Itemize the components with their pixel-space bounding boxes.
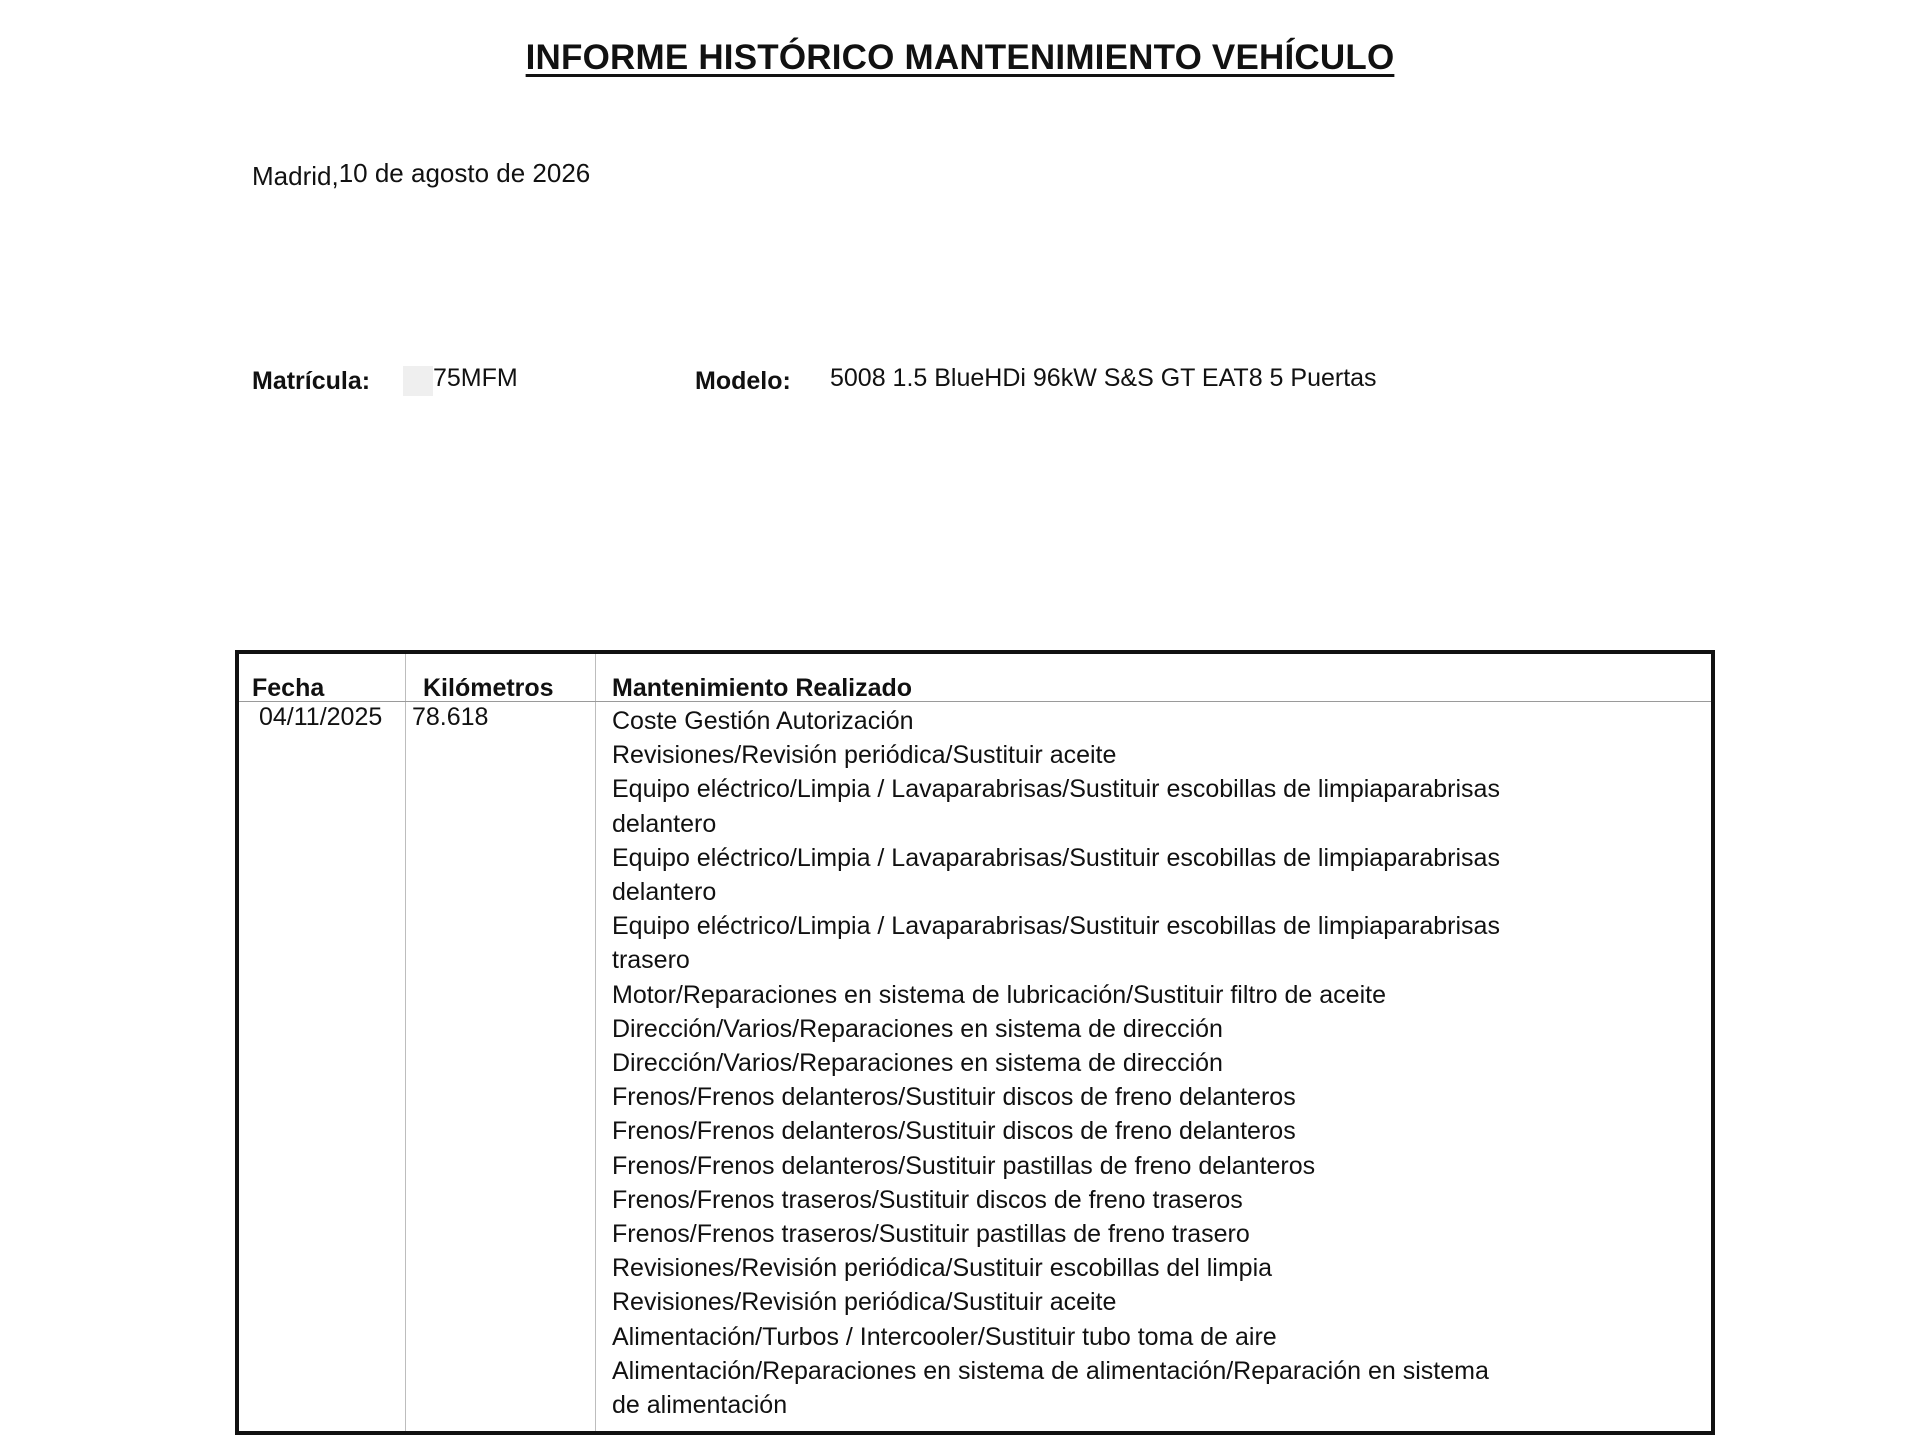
maintenance-line: Equipo eléctrico/Limpia / Lavaparabrisas/Sustituir escobillas de limpiaparabrisas	[612, 843, 1500, 872]
maintenance-line: delantero	[612, 809, 717, 838]
place-date	[252, 158, 590, 189]
maintenance-line: Frenos/Frenos traseros/Sustituir pastillas de freno trasero	[612, 1220, 1250, 1249]
maintenance-line: Frenos/Frenos delanteros/Sustituir discos de freno delanteros	[612, 1117, 1296, 1146]
maintenance-line: trasero	[612, 946, 690, 975]
maintenance-line: Frenos/Frenos delanteros/Sustituir discos de freno delanteros	[612, 1083, 1296, 1112]
cell-kilometros: 78.618	[412, 703, 489, 731]
maintenance-table	[235, 650, 1715, 1435]
header-mantenimiento: Mantenimiento Realizado	[612, 674, 913, 702]
maintenance-line: Coste Gestión Autorización	[612, 707, 914, 735]
maintenance-line: Equipo eléctrico/Limpia / Lavaparabrisas/Sustituir escobillas de limpiaparabrisas	[612, 775, 1500, 804]
header-fecha: Fecha	[252, 674, 325, 702]
maintenance-line: Dirección/Varios/Reparaciones en sistema de dirección	[612, 1014, 1223, 1043]
report-title: INFORME HISTÓRICO MANTENIMIENTO VEHÍCULO	[525, 38, 1395, 77]
plate-redaction	[403, 366, 433, 396]
maintenance-line: Revisiones/Revisión periódica/Sustituir escobillas del limpia	[612, 1254, 1273, 1283]
plate-label: Matrícula:	[252, 367, 371, 395]
column-divider-2	[595, 654, 596, 1431]
model-value: 5008 1.5 BlueHDi 96kW S&S GT EAT8 5 Puertas	[830, 364, 1377, 392]
maintenance-list	[612, 704, 1532, 1422]
column-divider-1	[405, 654, 406, 1431]
maintenance-line: Alimentación/Reparaciones en sistema de alimentación/Reparación en sistema	[612, 1356, 1489, 1385]
model-label: Modelo:	[695, 367, 791, 395]
header-kilometros: Kilómetros	[423, 674, 554, 702]
maintenance-line: Dirección/Varios/Reparaciones en sistema de dirección	[612, 1049, 1223, 1078]
maintenance-line: Frenos/Frenos delanteros/Sustituir pastillas de freno delanteros	[612, 1151, 1316, 1180]
maintenance-line: Motor/Reparaciones en sistema de lubricación/Sustituir filtro de aceite	[612, 980, 1386, 1009]
maintenance-line: Frenos/Frenos traseros/Sustituir discos de freno traseros	[612, 1185, 1243, 1214]
plate-value: 75MFM	[433, 364, 518, 392]
maintenance-line: Revisiones/Revisión periódica/Sustituir aceite	[612, 741, 1117, 770]
maintenance-line: Equipo eléctrico/Limpia / Lavaparabrisas/Sustituir escobillas de limpiaparabrisas	[612, 912, 1500, 941]
city: Madrid,	[252, 161, 339, 191]
maintenance-line: de alimentación	[612, 1391, 788, 1420]
maintenance-line: Revisiones/Revisión periódica/Sustituir aceite	[612, 1288, 1117, 1317]
cell-fecha: 04/11/2025	[259, 703, 383, 731]
maintenance-line: Alimentación/Turbos / Intercooler/Sustituir tubo toma de aire	[612, 1322, 1277, 1351]
maintenance-line: delantero	[612, 878, 717, 907]
report-date: 10 de agosto de 2026	[338, 158, 591, 188]
